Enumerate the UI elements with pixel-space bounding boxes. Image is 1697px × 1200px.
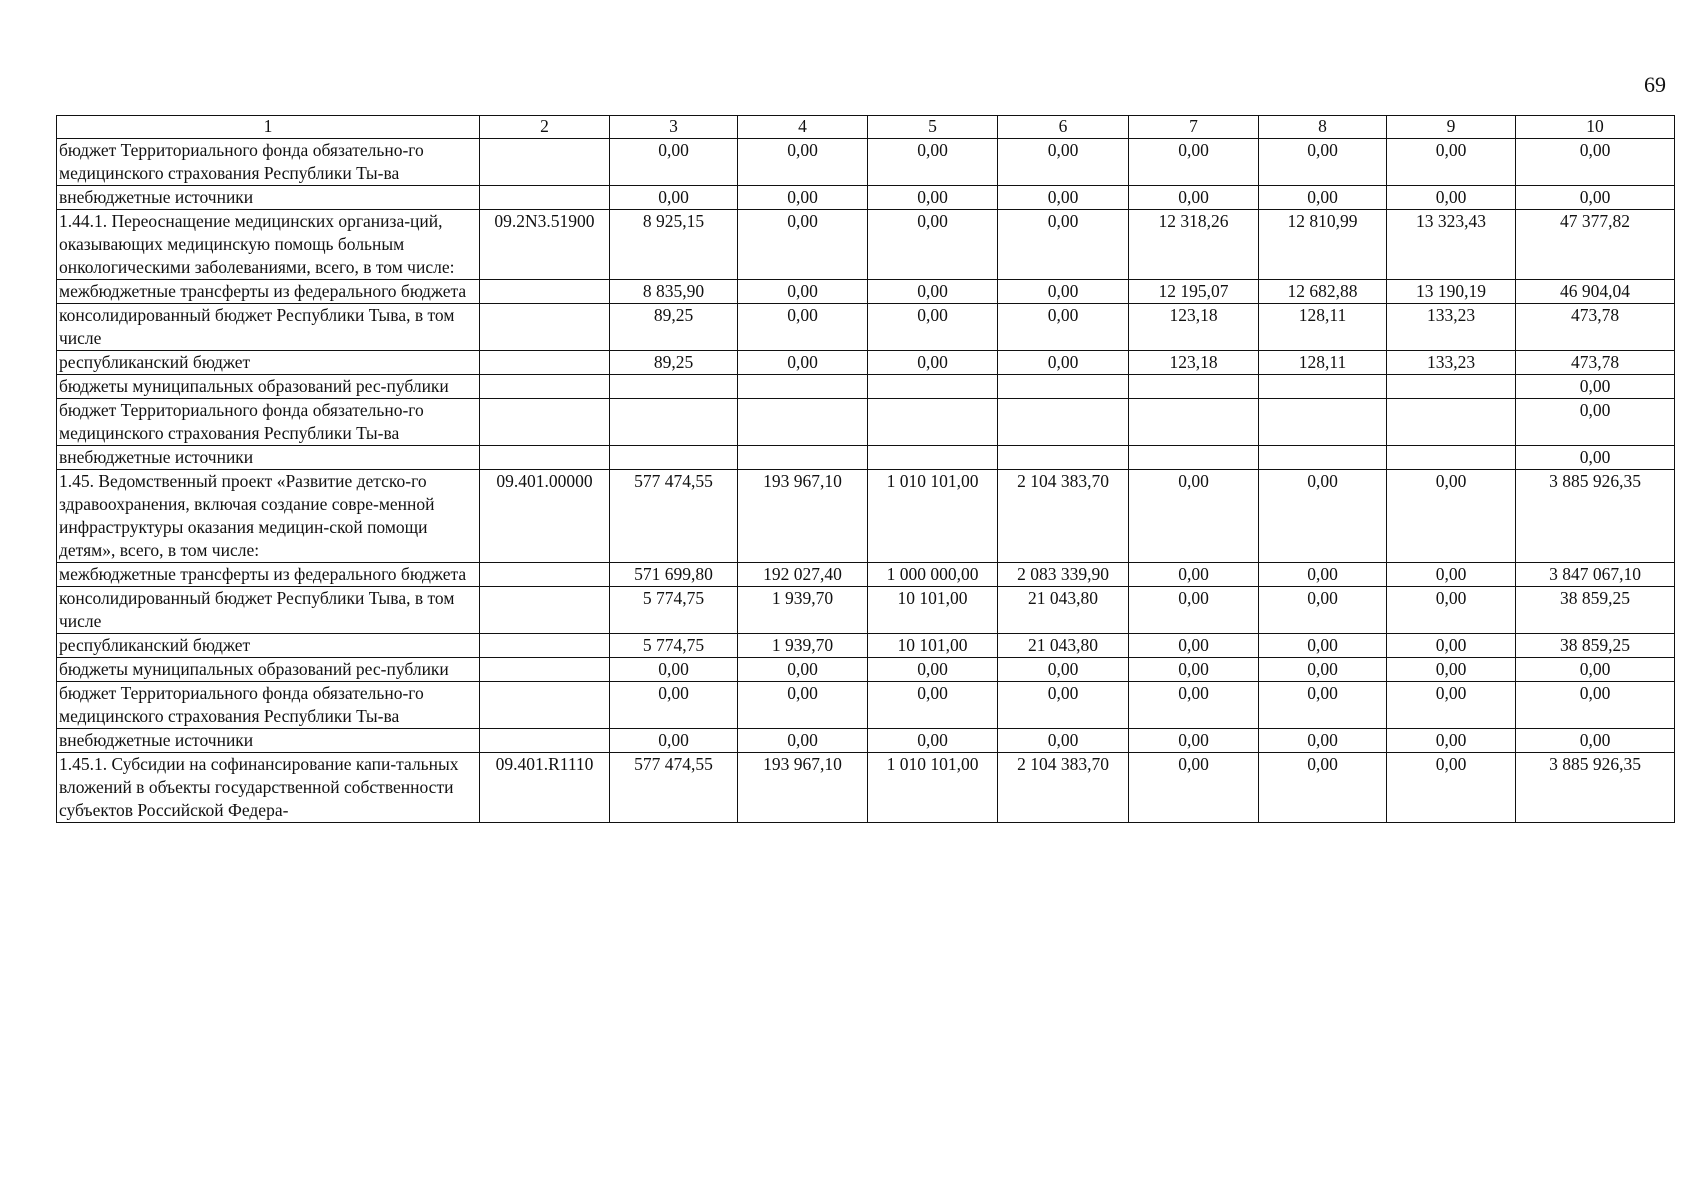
value-cell: 0,00 [1387,729,1516,753]
row-label: республиканский бюджет [57,634,480,658]
value-cell: 2 104 383,70 [998,470,1129,563]
value-cell: 0,00 [738,186,868,210]
column-header: 10 [1516,116,1675,139]
budget-code-cell [480,304,610,351]
value-cell: 0,00 [998,210,1129,280]
budget-code-cell [480,139,610,186]
total-cell: 47 377,82 [1516,210,1675,280]
table-row [57,139,1675,186]
value-cell: 1 010 101,00 [868,753,998,823]
table-row [57,563,1675,587]
value-cell: 0,00 [1387,186,1516,210]
row-label: 1.45. Ведомственный проект «Развитие детско-го здравоохранения, включая создание совре-менной инфраструктуры оказания медицин-ской помощи детям», всего, в том числе: [57,470,480,563]
budget-code-cell [480,658,610,682]
value-cell: 0,00 [738,139,868,186]
total-cell: 3 885 926,35 [1516,470,1675,563]
header-row [57,116,1675,139]
value-cell: 0,00 [1387,682,1516,729]
total-cell: 3 885 926,35 [1516,753,1675,823]
value-cell: 133,23 [1387,304,1516,351]
budget-code-cell [480,280,610,304]
column-header: 4 [738,116,868,139]
value-cell: 2 104 383,70 [998,753,1129,823]
value-cell [738,446,868,470]
value-cell: 0,00 [868,729,998,753]
value-cell: 0,00 [1129,186,1259,210]
value-cell: 0,00 [1387,563,1516,587]
value-cell: 0,00 [610,729,738,753]
total-cell: 0,00 [1516,729,1675,753]
page-number: 69 [1644,72,1666,97]
table-row [57,658,1675,682]
value-cell: 0,00 [1259,470,1387,563]
total-cell: 46 904,04 [1516,280,1675,304]
value-cell: 571 699,80 [610,563,738,587]
total-cell: 3 847 067,10 [1516,563,1675,587]
value-cell: 577 474,55 [610,753,738,823]
budget-code-cell [480,563,610,587]
value-cell: 193 967,10 [738,753,868,823]
value-cell [1387,399,1516,446]
total-cell: 473,78 [1516,351,1675,375]
row-label: консолидированный бюджет Республики Тыва, в том числе [57,304,480,351]
value-cell: 12 810,99 [1259,210,1387,280]
value-cell [610,399,738,446]
row-label: бюджеты муниципальных образований рес-публики [57,658,480,682]
value-cell: 0,00 [1129,753,1259,823]
total-cell: 0,00 [1516,186,1675,210]
row-label: бюджет Территориального фонда обязательно-го медицинского страхования Республики Ты-ва [57,682,480,729]
budget-code-cell [480,399,610,446]
row-label: республиканский бюджет [57,351,480,375]
value-cell: 0,00 [1387,470,1516,563]
value-cell: 0,00 [610,186,738,210]
total-cell: 0,00 [1516,139,1675,186]
value-cell: 0,00 [868,210,998,280]
value-cell: 0,00 [610,682,738,729]
budget-code-cell [480,682,610,729]
total-cell: 473,78 [1516,304,1675,351]
value-cell: 1 000 000,00 [868,563,998,587]
value-cell [1129,375,1259,399]
value-cell: 21 043,80 [998,634,1129,658]
row-label: внебюджетные источники [57,446,480,470]
total-cell: 0,00 [1516,446,1675,470]
table-row [57,753,1675,823]
table-row [57,351,1675,375]
value-cell [868,446,998,470]
value-cell: 1 010 101,00 [868,470,998,563]
value-cell: 0,00 [868,139,998,186]
value-cell: 2 083 339,90 [998,563,1129,587]
budget-code-cell: 09.401.R1110 [480,753,610,823]
value-cell: 0,00 [868,304,998,351]
table-body [57,139,1675,823]
column-header: 6 [998,116,1129,139]
value-cell: 128,11 [1259,351,1387,375]
column-header: 7 [1129,116,1259,139]
value-cell: 0,00 [1259,186,1387,210]
value-cell: 5 774,75 [610,587,738,634]
value-cell: 0,00 [868,186,998,210]
row-label: бюджет Территориального фонда обязательно-го медицинского страхования Республики Ты-ва [57,399,480,446]
value-cell: 0,00 [998,351,1129,375]
value-cell: 0,00 [610,139,738,186]
value-cell: 0,00 [1129,470,1259,563]
value-cell: 0,00 [998,682,1129,729]
value-cell: 0,00 [1259,658,1387,682]
total-cell: 0,00 [1516,682,1675,729]
table-row [57,446,1675,470]
value-cell: 0,00 [610,658,738,682]
value-cell: 21 043,80 [998,587,1129,634]
table-row [57,729,1675,753]
value-cell: 0,00 [738,729,868,753]
column-header: 3 [610,116,738,139]
value-cell: 0,00 [738,682,868,729]
value-cell: 89,25 [610,351,738,375]
value-cell: 0,00 [1259,587,1387,634]
value-cell: 10 101,00 [868,587,998,634]
value-cell: 13 190,19 [1387,280,1516,304]
budget-code-cell [480,634,610,658]
value-cell: 0,00 [1129,682,1259,729]
value-cell: 0,00 [1259,563,1387,587]
value-cell: 0,00 [738,210,868,280]
value-cell [738,375,868,399]
value-cell: 0,00 [1129,563,1259,587]
value-cell: 577 474,55 [610,470,738,563]
column-header: 1 [57,116,480,139]
value-cell [1129,399,1259,446]
value-cell: 128,11 [1259,304,1387,351]
total-cell: 0,00 [1516,375,1675,399]
value-cell [1259,375,1387,399]
value-cell: 0,00 [1259,729,1387,753]
value-cell: 0,00 [1387,139,1516,186]
value-cell: 0,00 [1259,634,1387,658]
value-cell [738,399,868,446]
total-cell: 0,00 [1516,399,1675,446]
value-cell: 13 323,43 [1387,210,1516,280]
budget-code-cell [480,351,610,375]
value-cell: 0,00 [868,682,998,729]
value-cell: 0,00 [998,280,1129,304]
value-cell [1387,375,1516,399]
value-cell: 0,00 [1259,753,1387,823]
value-cell: 0,00 [1387,634,1516,658]
value-cell: 0,00 [1129,587,1259,634]
value-cell: 0,00 [738,658,868,682]
table-row [57,470,1675,563]
value-cell [1259,399,1387,446]
value-cell [1387,446,1516,470]
row-label: консолидированный бюджет Республики Тыва, в том числе [57,587,480,634]
column-header: 2 [480,116,610,139]
row-label: 1.45.1. Субсидии на софинансирование капи-тальных вложений в объекты государственной собственности субъектов Российской Федера- [57,753,480,823]
budget-code-cell [480,375,610,399]
value-cell: 0,00 [1129,729,1259,753]
table-row [57,682,1675,729]
value-cell: 1 939,70 [738,587,868,634]
value-cell [998,399,1129,446]
table-row [57,634,1675,658]
value-cell: 0,00 [738,351,868,375]
value-cell: 0,00 [1387,753,1516,823]
value-cell: 8 925,15 [610,210,738,280]
value-cell: 133,23 [1387,351,1516,375]
value-cell: 0,00 [1259,682,1387,729]
table-row [57,375,1675,399]
value-cell: 0,00 [738,304,868,351]
value-cell [1259,446,1387,470]
value-cell [998,446,1129,470]
value-cell: 123,18 [1129,351,1259,375]
column-header: 5 [868,116,998,139]
value-cell: 12 318,26 [1129,210,1259,280]
value-cell: 5 774,75 [610,634,738,658]
value-cell: 0,00 [738,280,868,304]
total-cell: 38 859,25 [1516,634,1675,658]
value-cell: 123,18 [1129,304,1259,351]
value-cell: 1 939,70 [738,634,868,658]
value-cell: 0,00 [1129,658,1259,682]
value-cell: 0,00 [1387,658,1516,682]
value-cell: 0,00 [998,658,1129,682]
value-cell: 0,00 [1387,587,1516,634]
value-cell [610,375,738,399]
row-label: 1.44.1. Переоснащение медицинских организа-ций, оказывающих медицинскую помощь больным онкологическими заболеваниями, всего, в том числе: [57,210,480,280]
value-cell [868,375,998,399]
table-row [57,587,1675,634]
value-cell: 0,00 [998,186,1129,210]
budget-code-cell [480,186,610,210]
column-header: 8 [1259,116,1387,139]
value-cell: 0,00 [868,658,998,682]
value-cell: 0,00 [998,139,1129,186]
value-cell: 0,00 [1129,634,1259,658]
row-label: внебюджетные источники [57,729,480,753]
row-label: внебюджетные источники [57,186,480,210]
row-label: межбюджетные трансферты из федерального бюджета [57,280,480,304]
budget-table [56,115,1675,823]
table-row [57,304,1675,351]
budget-code-cell [480,729,610,753]
value-cell: 0,00 [1259,139,1387,186]
row-label: межбюджетные трансферты из федерального бюджета [57,563,480,587]
column-header: 9 [1387,116,1516,139]
value-cell: 8 835,90 [610,280,738,304]
table-row [57,280,1675,304]
budget-code-cell [480,587,610,634]
value-cell: 0,00 [998,304,1129,351]
value-cell [610,446,738,470]
total-cell: 38 859,25 [1516,587,1675,634]
table-row [57,210,1675,280]
value-cell: 0,00 [868,351,998,375]
table-row [57,399,1675,446]
value-cell: 89,25 [610,304,738,351]
value-cell: 10 101,00 [868,634,998,658]
row-label: бюджеты муниципальных образований рес-публики [57,375,480,399]
budget-code-cell: 09.401.00000 [480,470,610,563]
value-cell: 193 967,10 [738,470,868,563]
row-label: бюджет Территориального фонда обязательно-го медицинского страхования Республики Ты-ва [57,139,480,186]
total-cell: 0,00 [1516,658,1675,682]
value-cell: 192 027,40 [738,563,868,587]
value-cell [1129,446,1259,470]
value-cell: 12 195,07 [1129,280,1259,304]
table-row [57,186,1675,210]
value-cell: 12 682,88 [1259,280,1387,304]
value-cell: 0,00 [998,729,1129,753]
value-cell: 0,00 [868,280,998,304]
value-cell [868,399,998,446]
budget-code-cell [480,446,610,470]
value-cell: 0,00 [1129,139,1259,186]
value-cell [998,375,1129,399]
budget-code-cell: 09.2N3.51900 [480,210,610,280]
